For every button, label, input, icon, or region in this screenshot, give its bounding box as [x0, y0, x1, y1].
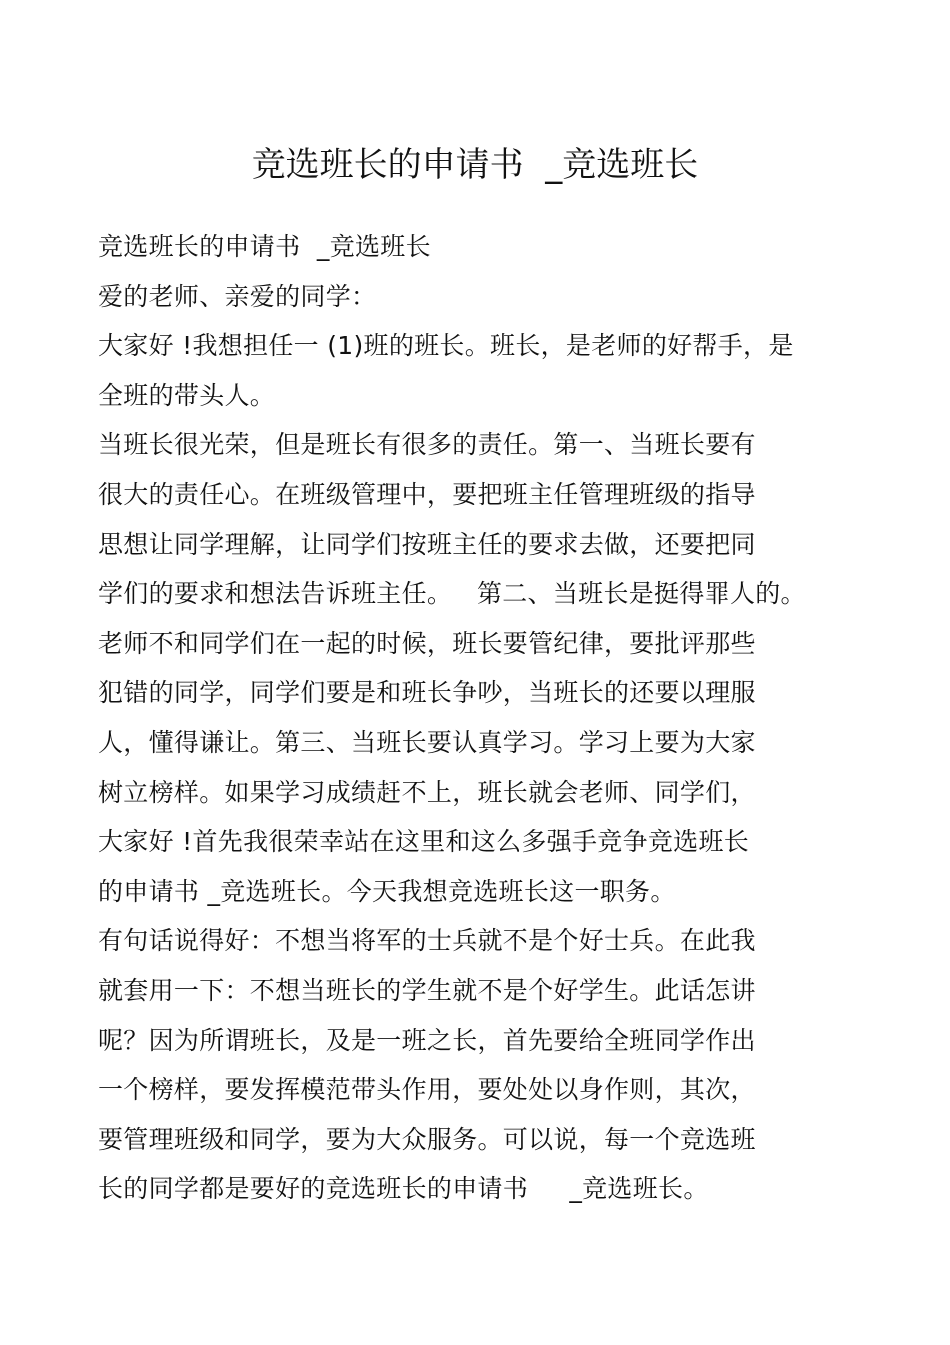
body-line: 有句话说得好：不想当将军的士兵就不是个好士兵。在此我	[98, 926, 756, 956]
body-line: 学们的要求和想法告诉班主任。 第二、当班长是挺得罪人的。	[98, 579, 806, 609]
document-body	[98, 222, 858, 1214]
body-line: 长的同学都是要好的竞选班长的申请书 _竞选班长。	[98, 1174, 709, 1204]
body-line: 要管理班级和同学，要为大众服务。可以说，每一个竞选班	[98, 1124, 756, 1154]
body-line: 树立榜样。如果学习成绩赶不上，班长就会老师、同学们，	[98, 777, 756, 807]
body-line: 大家好 !我想担任一 (1)班的班长。班长，是老师的好帮手，是	[98, 331, 794, 361]
body-line: 就套用一下：不想当班长的学生就不是个好学生。此话怎讲	[98, 975, 756, 1005]
body-line: 呢？因为所谓班长，及是一班之长，首先要给全班同学作出	[98, 1025, 756, 1055]
body-line: 犯错的同学，同学们要是和班长争吵，当班长的还要以理服	[98, 678, 756, 708]
body-line: 大家好 !首先我很荣幸站在这里和这么多强手竞争竞选班长	[98, 827, 750, 857]
body-line: 一个榜样，要发挥模范带头作用，要处处以身作则，其次，	[98, 1075, 756, 1105]
body-line: 人，懂得谦让。第三、当班长要认真学习。学习上要为大家	[98, 727, 756, 757]
body-line: 当班长很光荣，但是班长有很多的责任。第一、当班长要有	[98, 430, 756, 460]
body-line: 思想让同学理解，让同学们按班主任的要求去做，还要把同	[98, 529, 756, 559]
body-line: 老师不和同学们在一起的时候，班长要管纪律，要批评那些	[98, 628, 756, 658]
body-line: 很大的责任心。在班级管理中，要把班主任管理班级的指导	[98, 479, 756, 509]
body-line: 爱的老师、亲爱的同学：	[98, 281, 377, 311]
body-line: 竞选班长的申请书 _竞选班长	[98, 232, 431, 261]
document-title: 竞选班长的申请书 _竞选班长	[251, 145, 699, 185]
body-line: 的申请书 _竞选班长。今天我想竞选班长这一职务。	[98, 876, 676, 906]
body-line: 全班的带头人。	[98, 380, 276, 410]
